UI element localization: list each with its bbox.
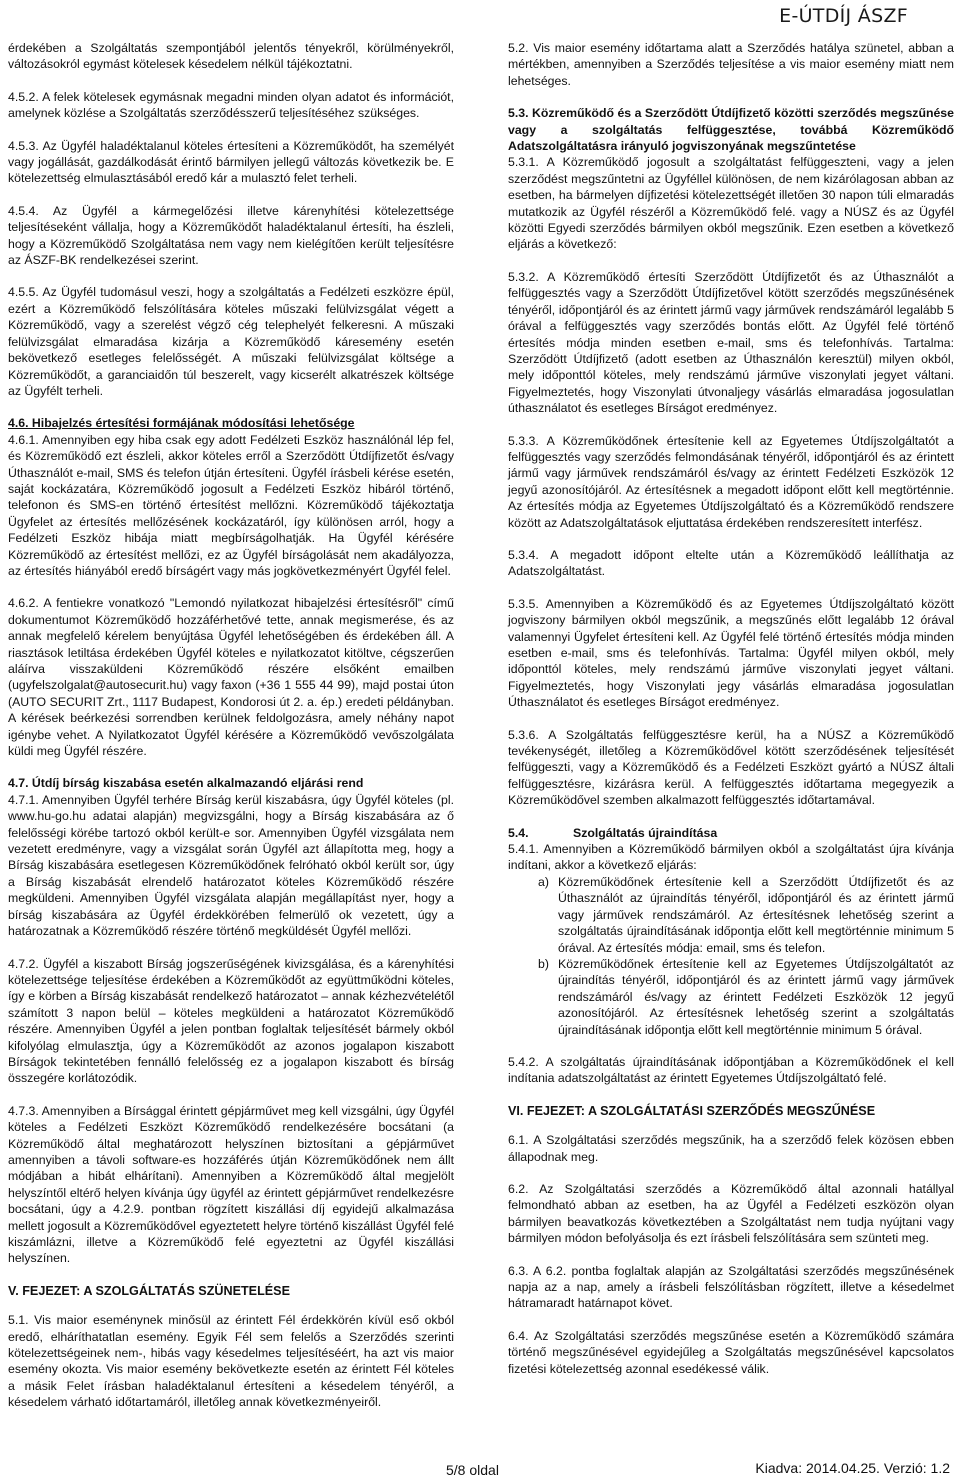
list-item-text: Közreműködőnek értesítenie kell a Szerződött Útdíjfizetőt és az Úthasználót az újraindítás tényéről, időpontjáról és az érintett jármű vagy járművek rendszámáról. Az értesítésnek lehetőség szerint a szolgáltatás újraindításának időpontja előtt kell megtörténnie minimum 5 órával. Az értesítés módja: email, sms és telefon. [558, 874, 954, 955]
paragraph: 4.5.5. Az Ügyfél tudomásul veszi, hogy a szolgáltatás a Fedélzeti eszközre épül, ezért a Közreműködő felszólítására köteles műszaki felülvizsgálat végett a Közreműködő, vagy a szerelést végző cég telephelyét felkeresni. A műszaki felülvizsgálat elmaradása kizárja a Közreműködő káresemény esetén bekövetkező esetleges felelősségét. A műszaki felülvizsgálat költsége a Közreműködőt, a garanciaidőn túl beszerelt, vagy kicserélt alkatrészek költsége az Ügyfélt terheli. [8, 285, 454, 398]
paragraph: 5.4.1. Amennyiben a Közreműködő bármilyen okból a szolgáltatást újra kívánja indítani, akkor a következő eljárás: [508, 842, 954, 873]
document-title: E-ÚTDÍJ ÁSZF [779, 5, 908, 27]
subsection-number: 5.4. [508, 825, 529, 840]
paragraph: 5.1. Vis maior eseménynek minősül az érintett Fél érdekkörén kívül eső okból eredő, elháríthatatlan esemény. Egyik Fél sem felelős a Szerződés szerinti kötelezettségeinek nem-, hibás vagy késedelmes teljesítéséért, ha azt vis maior esemény okozta. Vis maior esemény bekövetkezte esetén az érintett Fél köteles a másik Felet írásban haladéktalanul értesíteni a késedelem tényéről, a késedelem várható időtartamáról, illetőleg annak következményeiről. [8, 1313, 454, 1410]
paragraph: 6.4. Az Szolgáltatási szerződés megszűnése esetén a Közreműködő számára történő megszűnésével egyidejűleg a Szolgáltatás megszűnésével kapcsolatos fizetési kötelezettség azonnal esedékessé válik. [508, 1328, 954, 1376]
chapter-heading: V. FEJEZET: A SZOLGÁLTATÁS SZÜNETELÉSE [8, 1283, 290, 1298]
list-item [508, 956, 954, 1038]
subsection-heading [508, 825, 954, 841]
paragraph: 5.3.3. A Közreműködőnek értesítenie kell az Egyetemes Útdíjszolgáltatót a felfüggesztés vagy szerződés felmondásának tényéről, időpontjáról és az érintett jármű vagy járművek rendszámáról és/vagy az érintett Fedélzeti Eszközök 12 jegyű azonosítójáról. Az értesítésnek a megadott időpont előtt kell megtörténnie. Az értesítés módja az Egyetemes Útdíjszolgáltató és a Közreműködő rendszere között az Adatszolgáltatások eljuttatása érdekében rendszeresített interfész. [508, 433, 954, 530]
left-column [8, 40, 454, 1427]
paragraph: 4.5.4. Az Ügyfél a kármegelőzési illetve kárenyhítési kötelezettsége teljesítéseként vállalja, hogy a Közreműködőt haladéktalanul értesíti, ha észleli, hogy a Közreműködő Szolgáltatása nem vagy nem kielégítően került teljesítésre az ÁSZF-BK rendelkezései szerint. [8, 203, 454, 268]
paragraph: 6.2. Az Szolgáltatási szerződés a Közreműködő által azonnali hatállyal felmondható abban az esetben, ha az Ügyfél a Fedélzeti eszközön olyan bármilyen beavatkozás következtében a Szolgáltatást nem tudja nyújtani vagy bármilyen módon befolyásolja és ezt írásbeli felszólítására sem szünteti meg. [508, 1181, 954, 1246]
paragraph: 4.7.1. Amennyiben Ügyfél terhére Bírság kerül kiszabásra, úgy Ügyfél köteles (pl. www.hu-go.hu adatai alapján) megvizsgálni, hogy a Bírság kiszabására az ő felelősségi körébe tartozó okból került-e sor. Amennyiben Ügyfél vizsgálata nem vezetett eredményre, vagy a vizsgálat során Ügyfél azt állapította meg, hogy a Bírság kiszabására esetlegesen Közreműködőnek felróható okból került sor, úgy a Bírság kiszabását elrendelő határozatot köteles Közreműködő részére megküldeni. Amennyiben Ügyfél vizsgálata alapján megállapítást nyer, hogy a bírság kiszabására az Ügyfél érdekkörében felmerülő ok vezetett, úgy a határozatnak a Közreműködő részére történő megküldését Ügyfél mellőzi. [8, 792, 454, 939]
paragraph: 4.6.1. Amennyiben egy hiba csak egy adott Fedélzeti Eszköz használónál lép fel, és Közreműködő ezt észleli, akkor köteles erről a Szerződött Útdíjfizetőt és/vagy Úthasználót e-mail, SMS és telefon útján értesíteni. Ügyfél írásbeli kérése esetén, saját kockázatára, Közreműködő jogosult a Fedélzeti Eszköz hibáról történő, telefonon és SMS-en történő értesítést mellőzni. Közreműködő tájékoztatja Ügyfelet az értesítés mellőzésének kockázatáról, így különösen arról, hogy a Fedélzeti Eszköz hibája miatt megbírságolhatják. Ha Ügyfél kérésére Közreműködő az értesítést mellőzi, ez az Ügyfél bírságolását nem akadályozza, az értesítés hiányából eredő bírságért vagy más jogkövetkezményért Ügyfél felel. [8, 432, 454, 578]
paragraph: 4.5.2. A felek kötelesek egymásnak megadni minden olyan adatot és információt, amelynek közlése a Szolgáltatás szerződésszerű teljesítéséhez szükséges. [8, 89, 454, 121]
list-item-text: Közreműködőnek értesítenie kell az Egyetemes Útdíjszolgáltatót az újraindítás tényéről, időpontjáról és az érintett jármű vagy járművek rendszámáról és/vagy az érintett Fedélzeti Eszközök 12 jegyű azonosítójáról. Az értesítésnek lehetőség szerint a szolgáltatás újraindításának időpontja előtt kell megtörténnie minimum 5 órával. [558, 956, 954, 1037]
list-marker: b) [538, 956, 549, 971]
list-item [508, 874, 954, 956]
paragraph: 6.3. A 6.2. pontba foglaltak alapján az Szolgáltatási szerződés megszűnésének napja az a nap, amely a írásbeli felszólításban rögzített, illetve a késedelmet hátramaradt határnapot követ. [508, 1263, 954, 1311]
paragraph: 6.1. A Szolgáltatási szerződés megszűnik, ha a szerződő felek közösen ebben állapodnak meg. [508, 1133, 954, 1164]
subsection-heading: 5.3. Közreműködő és a Szerződött Útdíjfizető közötti szerződés megszűnése vagy a szolgáltatás felfüggesztése, továbbá Közreműködő Adatszolgáltatásra irányuló jogviszonyának megszűntetése [508, 106, 954, 154]
paragraph: 4.7.3. Amennyiben a Bírsággal érintett gépjárművet meg kell vizsgálni, úgy Ügyfél köteles a Fedélzeti Eszközt Közreműködő rendelkezésére bocsátani (a Közreműködő által meghatározott helyszínen biztosítani a gépjárművet amennyiben a távoli software-es hozzáférés útján Közreműködőnek nem állt módjában a hibát elhárítani). Amennyiben a Közreműködő által megjelölt helyszíntől eltérő helyen kívánja úgy ügyfél az érintett gépjárművet rendelkezésre bocsátani, úgy a 4.2.9. pontban rögzített kiszállási díj egyidejű alkalmazása mellett jogosult a Közreműködővel egyeztetett helyre történő kiszállást Ügyfél felé kiszámlázni, illetve a Közreműködő felé egyeztetni az Ügyfél kiszállási helyszínen. [8, 1103, 454, 1266]
right-column [508, 40, 954, 1393]
paragraph: 4.5.3. Az Ügyfél haladéktalanul köteles értesíteni a Közreműködőt, ha személyét vagy jogállását, gazdálkodását érintő bármilyen jellegű változás következik be. E kötelezettség elmulasztásából eredő kár a mulasztó felet terheli. [8, 138, 454, 186]
subsection-heading: 4.6. Hibajelzés értesítési formájának módosítási lehetősége [8, 416, 355, 431]
paragraph: 5.3.6. A Szolgáltatás felfüggesztésre kerül, ha a NÚSZ a Közreműködő tevékenységét, illetőleg a Közreműködővel kötött szerződésének teljesítését felfüggeszti, vagy a Közreműködő és a Fedélzeti Eszközt gyártó a NÚSZ általi felfüggesztésre, kizárásra kerül. A felfüggesztés időtartama megegyezik a Közreműködővel szemben alkalmazott felfüggesztés időtartamával. [508, 727, 954, 808]
paragraph: 5.3.2. A Közreműködő értesíti Szerződött Útdíjfizetőt és az Úthasználót a felfüggesztés vagy a Szerződött Útdíjfizetővel kötött szerződés megszűnésének tényéről, időpontjáról és az érintett jármű vagy járművek rendszámáról legalább 5 órával a felfüggesztés vagy szerződés bontás előtt. Az Ügyfél felé történő értesítés módja minden esetben e-mail, sms és telefonhívás. Tartalma: Szerződött Útdíjfizető (adott esetben az Úthasználón keresztül) milyen okból, mely időponttól köteles, mely rendszámú járműve viszonylati jegyet váltani. Figyelmeztetés, hogy Viszonylati útvonaljegy vásárlás elmaradása jogosulatlan úthasználatot és esetleges Bírságot eredményez. [508, 269, 954, 416]
issue-info: Kiadva: 2014.04.25. Verzió: 1.2 [755, 1460, 950, 1476]
paragraph: érdekében a Szolgáltatás szempontjából jelentős tényekről, körülményekről, változásokról egymást kötelesek késedelem nélkül tájékoztatni. [8, 41, 454, 72]
paragraph: 5.3.5. Amennyiben a Közreműködő és az Egyetemes Útdíjszolgáltató között jogviszony bármilyen okból megszűnik, a megszűnés előtt legalább 12 órával valamennyi Ügyfelet értesíteni kell. Az Ügyfél felé történő értesítés módja minden esetben e-mail, sms és telefonhívás. Tartalma: Ügyfél milyen okból, mely időponttól köteles, mely rendszámú járműve viszonylati jegyet váltani. Figyelmeztetés, hogy Viszonylati jegy vásárlás elmaradása jogosulatlan Úthasználatot és esetleges Bírságot eredményez. [508, 596, 954, 710]
subsection-title: Szolgáltatás újraindítása [573, 825, 718, 840]
paragraph: 5.4.2. A szolgáltatás újraindításának időpontjában a Közreműködőnek el kell indítania adatszolgáltatást az érintett Egyetemes Útdíjszolgáltató felé. [508, 1054, 954, 1086]
paragraph: 4.7.2. Ügyfél a kiszabott Bírság jogszerűségének kivizsgálása, és a kárenyhítési kötelezettsége teljesítése érdekében a Közreműködőt az együttműködni köteles, így e körben a Bírság kiszabását rendelkező határozatot – annak kézhezvételétől számított 3 napon belül – köteles megküldeni a határozatot Közreműködő részére. Amennyiben Ügyfél a jelen pontban foglaltak teljesítését bármely okból kifolyólag elmulasztja, úgy a Közreműködőt az azonos jogalapon kiszabott Bírságok tekintetében fennálló felelősség ez a jogalapon kiszabott és bírság összegére korlátozódik. [8, 956, 454, 1086]
page-number: 5/8 oldal [446, 1462, 499, 1478]
paragraph: 5.3.1. A Közreműködő jogosult a szolgáltatást felfüggeszteni, vagy a jelen szerződést megszűntetni az Ügyféllel különösen, de nem kizárólagosan abban az esetben, ha bármelyen díjfizetési kötelezettségét illetően 30 napon túli elmaradás mutatkozik az Ügyfél részéről a Közreműködő felé. vagy a NÚSZ és az Ügyfél közötti Egyedi szerződés bármilyen okból megszűnik. Ezen esetben a következő eljárás a következő: [508, 155, 954, 252]
list-marker: a) [538, 874, 549, 889]
paragraph: 5.3.4. A megadott időpont eltelte után a Közreműködő leállíthatja az Adatszolgáltatást. [508, 547, 954, 579]
paragraph: 4.6.2. A fentiekre vonatkozó "Lemondó nyilatkozat hibajelzési értesítésről" című dokumentumot Közreműködő hozzáférhetővé tette, annak megismerése, és az annak megfelelő kérelem benyújtása Ügyfél lehetőségében és érdekében áll. A riasztások letiltása érdekében Ügyfél köteles e nyilatkozatot kitöltve, cégszerűen aláírva visszaküldeni Közreműködő részére elsőként emailben (ugyfelszolgalat@autosecurit.hu) vagy faxon (+36 1 555 44 99), majd postai úton (AUTO SECURIT Zrt., 1117 Budapest, Kondorosi út 2. a. ép.) eredeti példányban. A kérések beérkezési sorrendben kerülnek feldolgozásra, amely néhány napot igénybe vehet. A Nyilatkozatot Ügyfél kérésére a Közreműködő vevőszolgálata küldi meg Ügyfél részére. [8, 596, 454, 759]
paragraph: 5.2. Vis maior esemény időtartama alatt a Szerződés hatálya szünetel, abban a mértékben, amennyiben a Szerződés teljesítése a vis maior esemény miatt nem lehetséges. [508, 41, 954, 88]
chapter-heading: VI. FEJEZET: A SZOLGÁLTATÁSI SZERZŐDÉS MEGSZŰNÉSE [508, 1103, 876, 1118]
subsection-heading: 4.7. Útdíj bírság kiszabása esetén alkalmazandó eljárási rend [8, 776, 364, 791]
